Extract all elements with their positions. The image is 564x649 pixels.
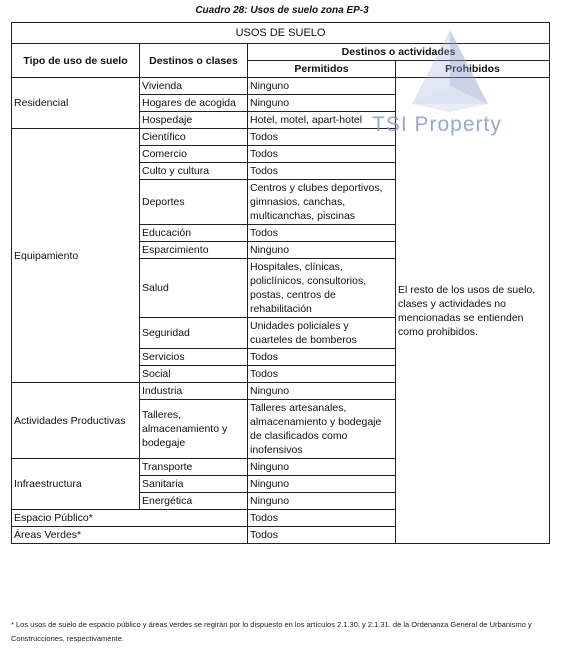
header-permitidos: Permitidos [248, 61, 396, 78]
destino-cell: Vivienda [140, 78, 248, 95]
table-caption: Cuadro 28: Usos de suelo zona EP-3 [195, 5, 369, 16]
destino-cell: Salud [140, 259, 248, 318]
tipo-cell: Espacio Público* [12, 510, 248, 527]
header-prohibidos: Prohibidos [396, 61, 550, 78]
destino-cell: Científico [140, 129, 248, 146]
permitido-cell: Todos [248, 225, 396, 242]
permitido-cell: Centros y clubes deportivos, gimnasios, canchas, multicanchas, piscinas [248, 180, 396, 225]
permitido-cell: Ninguno [248, 476, 396, 493]
table-row [12, 78, 550, 95]
land-use-table [11, 22, 550, 544]
prohibidos-cell: El resto de los usos de suelo, clases y actividades no mencionadas se entienden como prohibidos. [396, 78, 550, 544]
destino-cell: Transporte [140, 459, 248, 476]
permitido-cell: Ninguno [248, 95, 396, 112]
permitido-cell: Todos [248, 129, 396, 146]
permitido-cell: Todos [248, 366, 396, 383]
permitido-cell: Ninguno [248, 459, 396, 476]
tipo-cell: Infraestructura [12, 459, 140, 510]
destino-cell: Educación [140, 225, 248, 242]
header-tipo: Tipo de uso de suelo [12, 44, 140, 78]
header-actividades: Destinos o actividades [248, 44, 550, 61]
destino-cell: Seguridad [140, 318, 248, 349]
permitido-cell: Todos [248, 146, 396, 163]
destino-cell: Comercio [140, 146, 248, 163]
header-destinos: Destinos o clases [140, 44, 248, 78]
destino-cell: Esparcimiento [140, 242, 248, 259]
permitido-cell: Talleres artesanales, almacenamiento y bodegaje de clasificados como inofensivos [248, 400, 396, 459]
destino-cell: Hospedaje [140, 112, 248, 129]
permitido-cell: Hotel, motel, apart-hotel [248, 112, 396, 129]
destino-cell: Industria [140, 383, 248, 400]
permitido-cell: Todos [248, 163, 396, 180]
permitido-cell: Hospitales, clínicas, policlínicos, consultorios, postas, centros de rehabilitación [248, 259, 396, 318]
tipo-cell: Equipamiento [12, 129, 140, 383]
permitido-cell: Todos [248, 527, 396, 544]
destino-cell: Hogares de acogida [140, 95, 248, 112]
destino-cell: Sanitaria [140, 476, 248, 493]
permitido-cell: Unidades policiales y cuarteles de bomberos [248, 318, 396, 349]
permitido-cell: Ninguno [248, 493, 396, 510]
permitido-cell: Ninguno [248, 242, 396, 259]
permitido-cell: Ninguno [248, 78, 396, 95]
destino-cell: Culto y cultura [140, 163, 248, 180]
table-footnote: * Los usos de suelo de espacio público y áreas verdes se regirán por lo dispuesto en los artículos 2.1.30. y 2.1.31. de la Ordenanza General de Urbanismo y Construcciones, respectivamente. [11, 620, 532, 643]
table-main-header: USOS DE SUELO [12, 23, 550, 44]
destino-cell: Social [140, 366, 248, 383]
tipo-cell: Residencial [12, 78, 140, 129]
tipo-cell: Áreas Verdes* [12, 527, 248, 544]
permitido-cell: Ninguno [248, 383, 396, 400]
destino-cell: Talleres, almacenamiento y bodegaje [140, 400, 248, 459]
destino-cell: Servicios [140, 349, 248, 366]
destino-cell: Energética [140, 493, 248, 510]
tipo-cell: Actividades Productivas [12, 383, 140, 459]
permitido-cell: Todos [248, 510, 396, 527]
destino-cell: Deportes [140, 180, 248, 225]
permitido-cell: Todos [248, 349, 396, 366]
watermark-text: TSI Property [372, 113, 502, 136]
